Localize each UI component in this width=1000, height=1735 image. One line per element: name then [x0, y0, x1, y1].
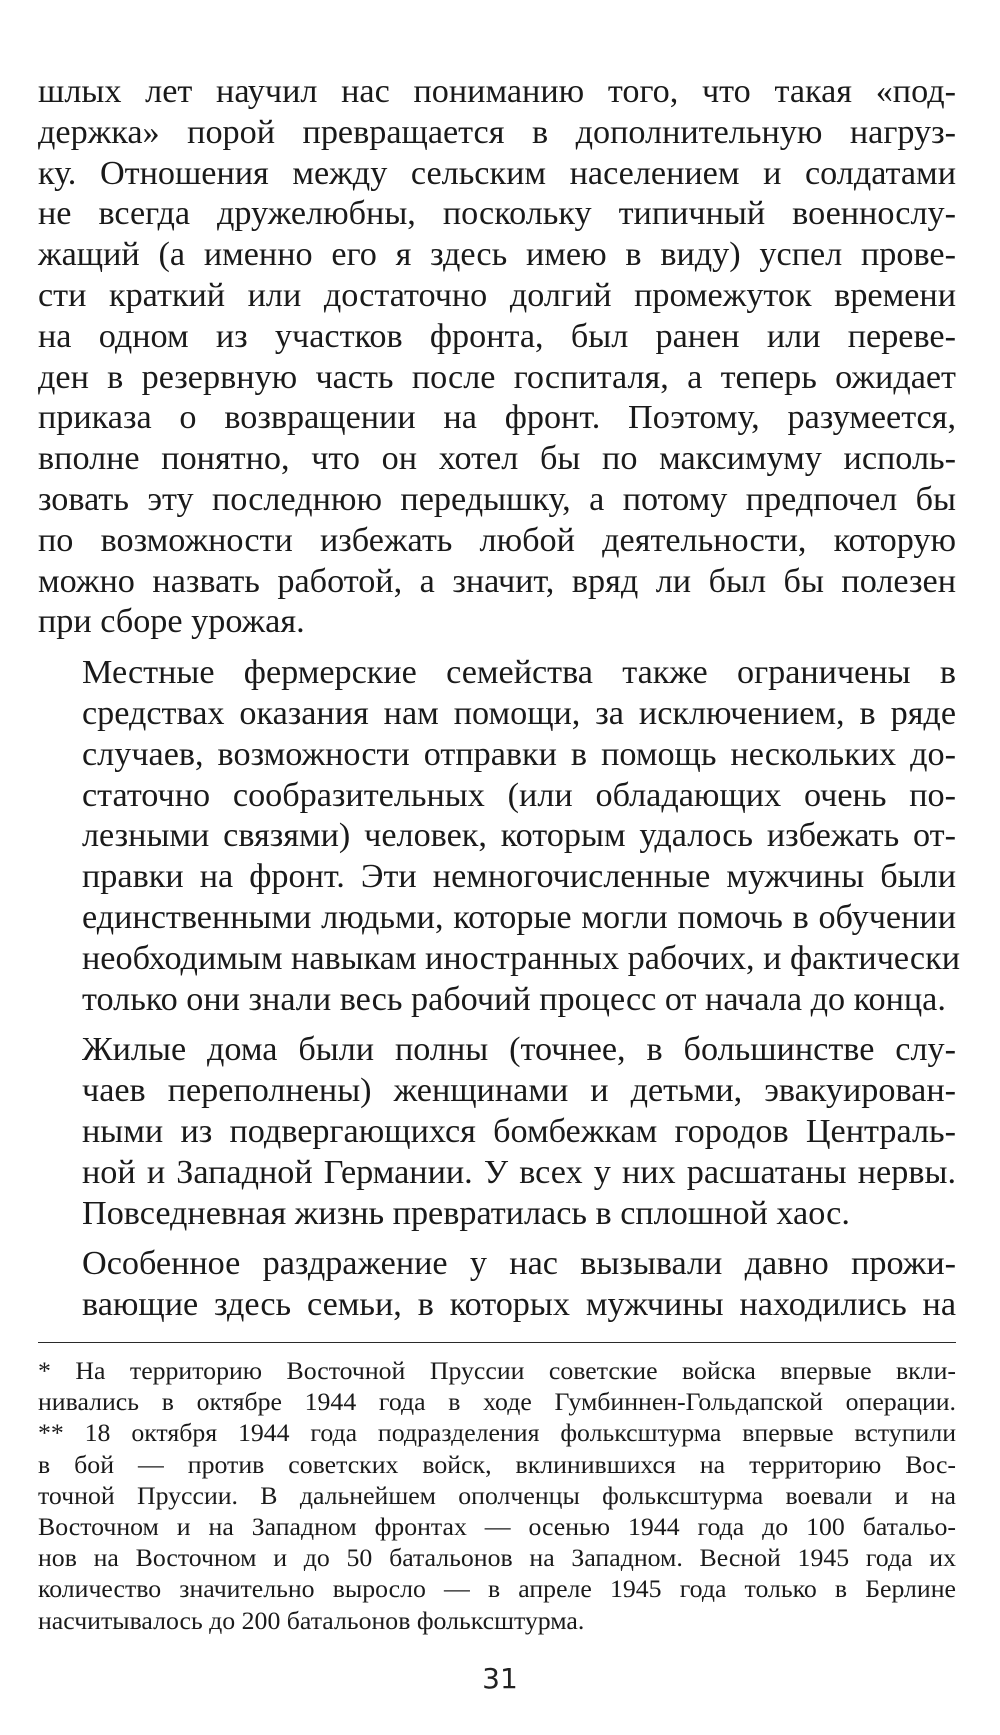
text-line: лезными связями) человек, которым удалось избежать от- [82, 817, 956, 855]
paragraph-3 [38, 1030, 956, 1234]
paragraph-1 [38, 72, 956, 643]
text-line: не всегда дружелюбны, поскольку типичный военнослу- [38, 195, 956, 233]
text-line: единственными людьми, которые могли помочь в обучении [82, 898, 956, 936]
text-line: Жилые дома были полны (точнее, в большинстве слу- [82, 1031, 956, 1069]
footnote-line: Восточном и на Западном фронтах — осенью 1944 года до 100 батальо- [38, 1512, 956, 1542]
text-line: при сборе урожая. [38, 603, 305, 641]
footnote-line: насчитывалось до 200 батальонов фольксштурма. [38, 1605, 585, 1635]
text-line: по возможности избежать любой деятельности, которую [38, 521, 956, 559]
footnote-line: в бой — против советских войск, вклинившихся на территорию Вос- [38, 1449, 956, 1479]
text-line: ными из подвергающихся бомбежкам городов Централь- [82, 1112, 956, 1150]
text-line: Повседневная жизнь превратилась в сплошной хаос. [82, 1194, 850, 1232]
text-line: Особенное раздражение у нас вызывали давно прожи- [82, 1245, 956, 1283]
paragraph-2 [38, 653, 961, 1020]
text-line: приказа о возвращении на фронт. Поэтому, разумеется, [38, 399, 956, 437]
text-line: на одном из участков фронта, был ранен или переве- [38, 317, 956, 355]
footnote-2 [38, 1417, 956, 1635]
text-line: средствах оказания нам помощи, за исключением, в ряде [82, 694, 956, 732]
footnotes [38, 1355, 956, 1636]
paragraph-4 [38, 1244, 956, 1326]
page-number: 31 [482, 1662, 518, 1695]
text-line: жащий (а именно его я здесь имею в виду) успел прове- [38, 236, 956, 274]
text-line: только они знали весь рабочий процесс от начала до конца. [82, 980, 946, 1018]
footnote-line: * На территорию Восточной Пруссии советские войска впервые вкли- [38, 1356, 956, 1385]
footnote-line: ** 18 октября 1944 года подразделения фольксштурма впервые вступили [38, 1418, 956, 1448]
text-line: случаев, возможности отправки в помощь нескольких до- [82, 735, 956, 773]
text-line: ден в резервную часть после госпиталя, а теперь ожидает [38, 358, 956, 396]
footnote-line: нивались в октябре 1944 года в ходе Гумбиннен-Гольдапской операции. [38, 1387, 956, 1417]
text-line: шлых лет научил нас пониманию того, что такая «под- [38, 73, 956, 110]
text-line: держка» порой превращается в дополнительную нагруз- [38, 113, 956, 151]
text-line: необходимым навыкам иностранных рабочих, и фактически [82, 939, 961, 977]
text-line: зовать эту последнюю передышку, а потому предпочел бы [38, 480, 956, 518]
footnote-line: количество значительно выросло — в апреле 1945 года только в Берлине [38, 1574, 956, 1604]
text-line: чаев переполнены) женщинами и детьми, эвакуирован- [82, 1072, 956, 1110]
body-text [38, 72, 961, 1326]
footnote-line: точной Пруссии. В дальнейшем ополченцы фольксштурма воевали и на [38, 1480, 956, 1510]
text-line: ку. Отношения между сельским населением и солдатами [38, 154, 956, 192]
text-line: вполне понятно, что он хотел бы по максимуму исполь- [38, 440, 956, 478]
text-line: ной и Западной Германии. У всех у них расшатаны нервы. [82, 1153, 956, 1191]
text-line: правки на фронт. Эти немногочисленные мужчины были [82, 858, 956, 896]
text-line: сти краткий или достаточно долгий промежуток времени [38, 276, 956, 314]
text-line: вающие здесь семьи, в которых мужчины находились на [82, 1286, 956, 1324]
footnote-1 [38, 1355, 956, 1417]
text-line: можно назвать работой, а значит, вряд ли был бы полезен [38, 562, 956, 600]
text-line: статочно сообразительных (или обладающих очень по- [82, 776, 956, 814]
footnote-line: нов на Восточном и до 50 батальонов на Западном. Весной 1945 года их [38, 1543, 956, 1573]
footnote-divider [38, 1342, 956, 1343]
text-line: Местные фермерские семейства также ограничены в [82, 654, 956, 692]
